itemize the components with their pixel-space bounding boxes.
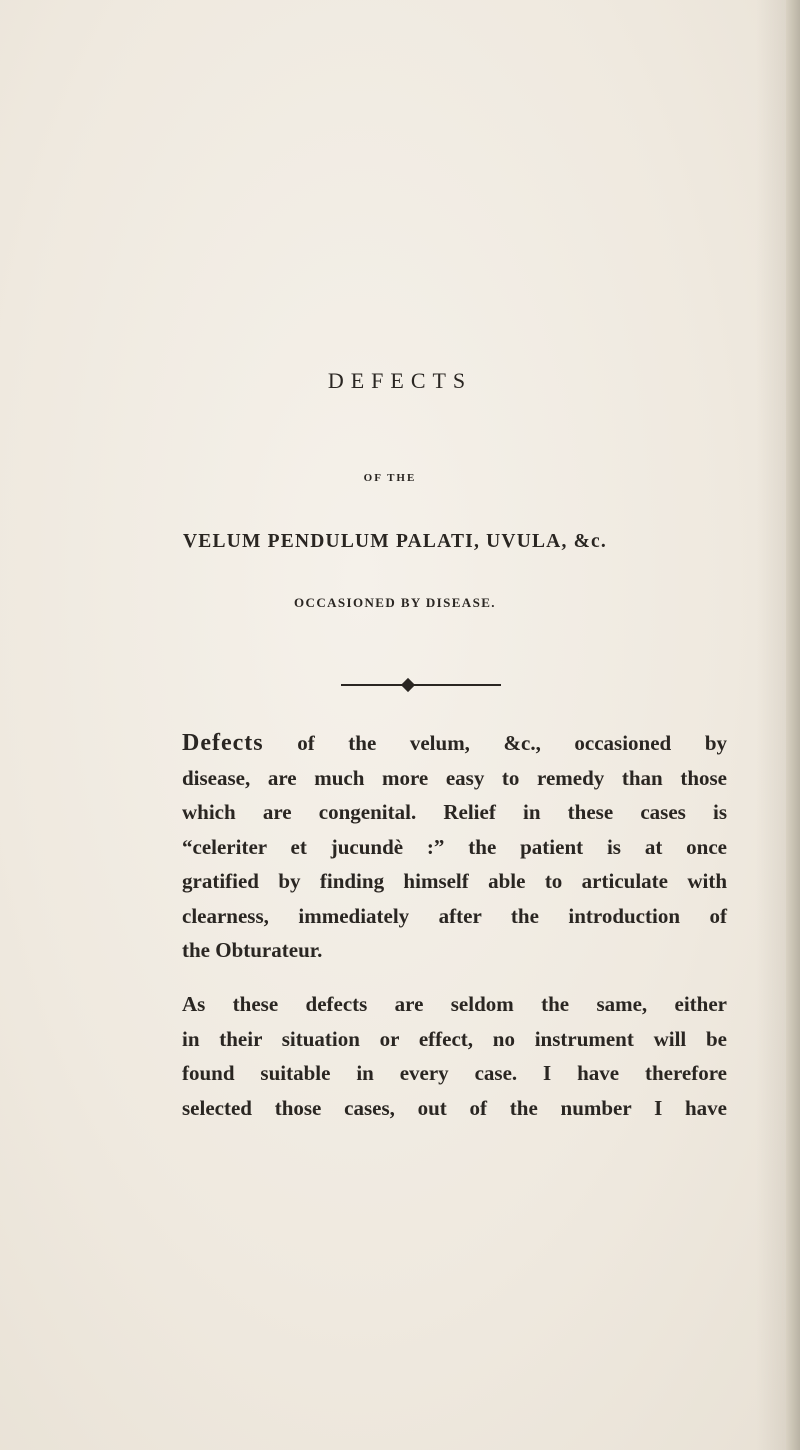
page-edge xyxy=(786,0,800,1450)
paragraph-1-line-7: the Obturateur. xyxy=(182,938,323,962)
ornamental-rule xyxy=(341,679,501,691)
lead-word: Defects xyxy=(182,730,264,756)
paragraph-1-line-4: “celeriter et jucundè :” the patient is at once xyxy=(182,834,727,859)
paragraph-1-line-3: which are congenital. Relief in these cases is xyxy=(182,800,727,824)
paragraph-2 xyxy=(182,987,727,1125)
paragraph-1-line-1-rest: of the velum, &c., occasioned by xyxy=(263,731,727,755)
paragraph-1-line-6: clearness, immediately after the introduction of xyxy=(182,903,727,928)
paragraph-2-line-4: selected those cases, out of the number I have xyxy=(182,1095,727,1120)
paragraph-2-line-1: As these defects are seldom the same, either xyxy=(182,992,727,1016)
section-title: DEFECTS xyxy=(327,368,473,393)
paragraph-1-line-5: gratified by finding himself able to articulate with xyxy=(182,869,727,893)
page-gutter-shadow xyxy=(756,0,786,1450)
ornament-line xyxy=(341,684,501,686)
paragraph-1-line-2: disease, are much more easy to remedy than those xyxy=(182,765,727,790)
paragraph-2-line-3: found suitable in every case. I have therefore xyxy=(182,1061,727,1085)
section-cause: OCCASIONED BY DISEASE. xyxy=(294,595,496,610)
paragraph-1 xyxy=(182,726,727,968)
title-connector: OF THE xyxy=(363,472,417,484)
paragraph-2-line-2: in their situation or effect, no instrument will be xyxy=(182,1026,727,1051)
section-subject: VELUM PENDULUM PALATI, UVULA, &c. xyxy=(183,531,607,552)
paragraph-1-line-1 xyxy=(182,726,727,761)
ornament-diamond-icon xyxy=(401,678,415,692)
